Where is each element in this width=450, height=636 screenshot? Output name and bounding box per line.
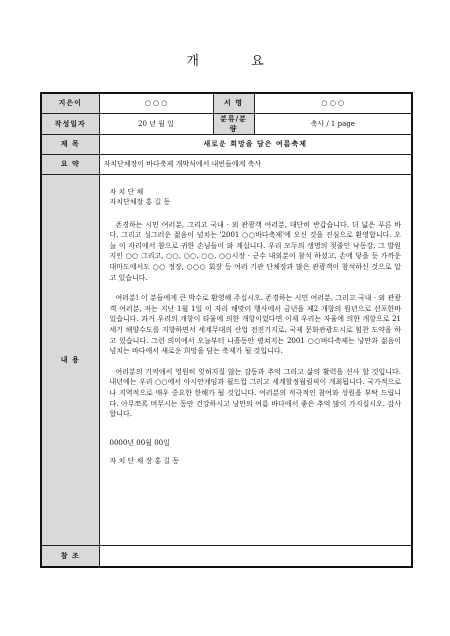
author-label: 지은이 (41, 93, 99, 113)
page-title: 개 요 (186, 54, 288, 69)
name-label: 서 명 (213, 93, 254, 113)
category-label: 분류/분량 (213, 113, 254, 134)
address-line-2: 자치단체장 홍 길 동 (109, 198, 171, 207)
reference-row (41, 545, 412, 567)
category-value: 축사 / 1 page (254, 113, 412, 134)
content-label: 내 용 (41, 174, 99, 545)
content-body (99, 174, 412, 545)
date-value: 20 년 월 일 (99, 113, 213, 134)
address-block (110, 187, 402, 208)
author-value: ○ ○ ○ (99, 93, 213, 113)
address-line-1: 자 치 단 체 (109, 187, 144, 196)
name-value: ○ ○ ○ (254, 93, 412, 113)
summary-row (41, 154, 412, 174)
paragraph-2: 여러분! 이 분들에게 큰 박수로 환영해 주십시오. 존경하는 시민 여러분, 그리고 국내 · 외 관광객 여러분, 저는 지난 1월 1일 이 자리 해맞이 행사에서 금년을 제2 개항의 원년으로 선포한바 있습니다. 과거 우리의 개항이 타율에 의한 개항이었다면 이제 우리는 자율에 의한 개항으로 21세기 해양수도를 지향하면서 세계무대의 산업 전진기지로, 국제 문화관광도시로 힘찬 도약을 하고 있습니다. 그런 의미에서 오늘부터 나흘동안 펼쳐지는 2001 ○○바다축제는 낭만과 젊음이 넘치는 바다에서 새로운 희망을 담는 축제가 될 것입니다. (109, 294, 401, 356)
subject-value: 새로운 희망을 담은 여름축제 (99, 134, 412, 154)
date-row (41, 113, 412, 134)
summary-form-table (40, 92, 413, 568)
paragraph-1: 존경하는 시민 여러분, 그리고 국내 · 외 관광객 여러분, 대단히 반갑습니다. 더 넓은 푸른 바다, 그리고 싱그러운 젊음이 넘치는 '2001 ○○바다축제'에 오신 것을 진심으로 환영합니다. 오늘 이 자리에서 참으로 귀한 손님들이 와 계십니다. 우리 모두의 생명의 젖줄인 낙동강, 그 발원지인 ○○ 그리고, ○○, ○○, ○○, ○○시장 · 군수 내외분이 참석 하셨고, 손에 닿을 듯 가까운 대마도에서도 ○○ 정장, ○○○ 회장 등 여러 기관 단체장과 많은 관광객이 참석하신 것으로 알고 있습니다. (109, 220, 401, 282)
document-date: 0000년 00월 00일 (109, 438, 170, 447)
content-row (41, 174, 412, 545)
reference-value (99, 545, 412, 567)
summary-value: 자치단체장이 바다축제 개막식에서 내빈들에게 축사 (99, 154, 412, 174)
summary-label: 요 약 (41, 154, 99, 174)
signature: 자 치 단 체 장 홍 길 동 (109, 457, 180, 466)
reference-label: 참 조 (41, 545, 99, 567)
author-row (41, 93, 412, 113)
date-label: 작성일자 (41, 113, 99, 134)
paragraph-3: 여러분의 기억에서 영원히 잊혀지질 않는 감동과 추억 그리고 삶의 활력을 선사 할 것입니다. 내년에는 우리 ○○에서 아시안게임과 월드컵 그리고 세계할정월림픽이 개최됩니다. 국가적으로나 지역적으로 매우 중요한 한해가 될 것입니다. 여러분의 적극적인 참여와 성원을 부탁 드립니다. 아무쪼록 머무시는 동안 건강하시고 낭만의 여름 바다에서 좋은 추억 많이 가지십시오. 감사합니다. (109, 367, 401, 419)
subject-row (41, 134, 412, 154)
subject-label: 제 목 (41, 134, 99, 154)
